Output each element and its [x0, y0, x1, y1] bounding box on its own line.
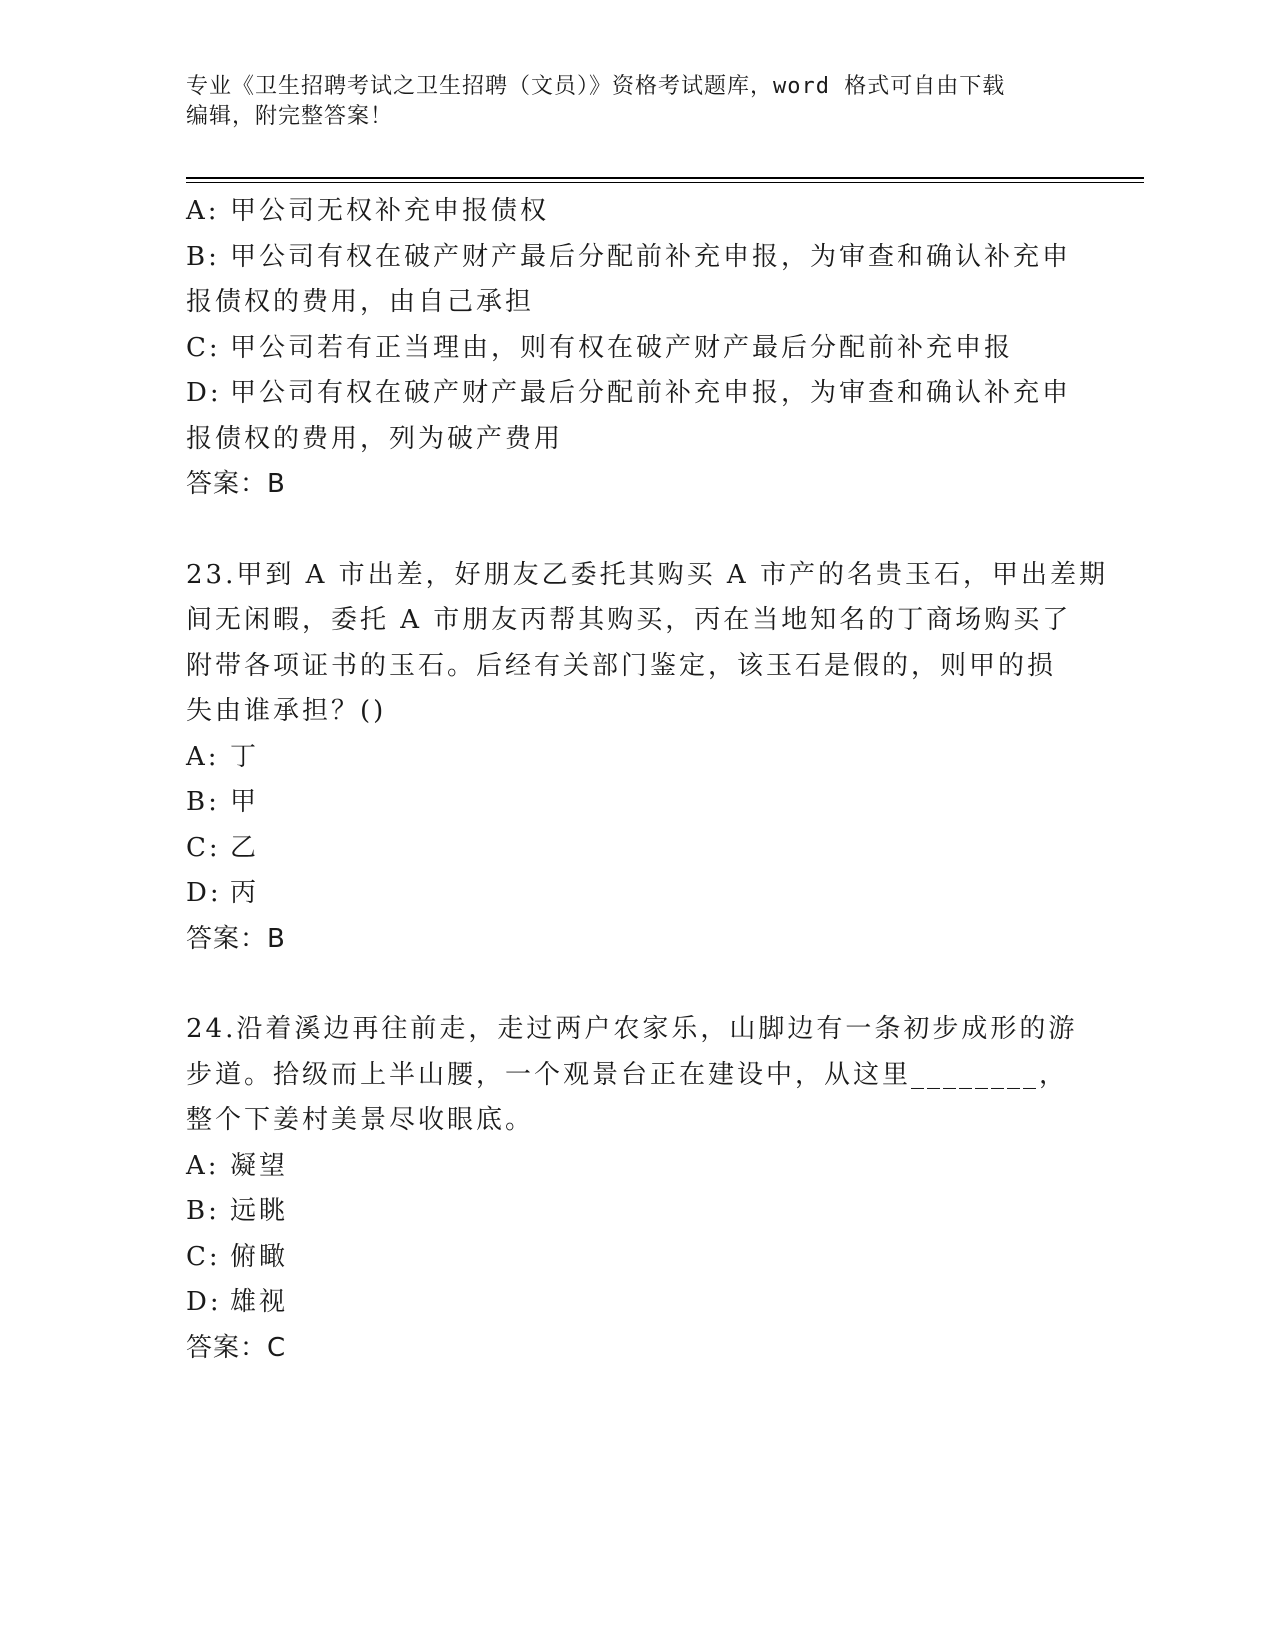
option-a	[186, 189, 1086, 235]
option-c	[186, 1235, 1086, 1281]
stem-line: 间无闲暇，委托 A 市朋友丙帮其购买，丙在当地知名的丁商场购买了	[186, 605, 1072, 635]
option-d	[186, 871, 1086, 917]
stem-line: 附带各项证书的玉石。后经有关部门鉴定，该玉石是假的，则甲的损	[186, 650, 1057, 681]
option-key: A:	[186, 196, 220, 226]
option-key: C:	[186, 1241, 221, 1272]
option-key: A:	[186, 1150, 220, 1181]
spacer	[186, 962, 1086, 1007]
option-text	[230, 1189, 288, 1235]
question-22	[186, 189, 1086, 508]
answer-line: 答案：B	[186, 923, 286, 954]
option-text-line: 丙	[230, 878, 260, 908]
option-text-line: 俯瞰	[230, 1241, 289, 1272]
stem-line: 步道。拾级而上半山腰，一个观景台正在建设中，从这里________，	[186, 1059, 1069, 1090]
option-key: B:	[186, 787, 220, 817]
option-d	[186, 1280, 1086, 1326]
stem-line: 23.甲到 A 市出差，好朋友乙委托其购买 A 市产的名贵玉石，甲出差期	[186, 559, 1108, 590]
option-key: C:	[186, 332, 221, 363]
option-b	[186, 235, 1086, 326]
option-a	[186, 735, 1086, 781]
question-stem	[186, 1007, 1086, 1144]
stem-line: 失由谁承担？()	[186, 696, 387, 726]
option-text	[230, 871, 259, 917]
option-text-line: 甲公司无权补充申报债权	[230, 196, 550, 226]
option-c	[186, 826, 1086, 872]
question-24	[186, 1007, 1086, 1371]
document-body	[186, 189, 1108, 1371]
question-stem	[186, 553, 1108, 735]
option-text	[230, 189, 549, 235]
option-text-line: 甲公司若有正当理由，则有权在破产财产最后分配前补充申报	[230, 332, 1014, 363]
option-text	[186, 371, 1072, 462]
option-text	[230, 326, 1013, 372]
option-key: B:	[186, 1196, 220, 1226]
header-divider-thick	[186, 177, 1144, 179]
option-text-line: 甲公司有权在破产财产最后分配前补充申报，为审查和确认补充申	[230, 378, 1072, 408]
option-key: B:	[186, 241, 220, 272]
option-a	[186, 1144, 1086, 1190]
spacer	[186, 508, 1086, 553]
stem-line: 24.沿着溪边再往前走，走过两户农家乐，山脚边有一条初步成形的游	[186, 1014, 1078, 1044]
option-text-line: 甲公司有权在破产财产最后分配前补充申报，为审查和确认补充申	[230, 241, 1072, 272]
option-key: C:	[186, 832, 221, 863]
option-b	[186, 1189, 1086, 1235]
document-header	[186, 72, 1086, 132]
option-key: D:	[186, 378, 222, 408]
option-text	[230, 1235, 288, 1281]
option-text-line: 报债权的费用，列为破产费用	[186, 423, 564, 454]
option-text-line: 甲	[230, 787, 260, 817]
option-text-line: 乙	[230, 832, 260, 863]
option-text	[230, 1144, 288, 1190]
answer-line: 答案：B	[186, 469, 286, 499]
question-23	[186, 553, 1108, 963]
option-c	[186, 326, 1086, 372]
option-text-line: 远眺	[230, 1196, 289, 1226]
option-text	[230, 1280, 288, 1326]
header-line-2: 编辑，附完整答案！	[186, 104, 394, 129]
option-key: D:	[186, 878, 222, 908]
option-text	[230, 735, 259, 781]
option-text-line: 雄视	[230, 1287, 289, 1317]
option-text	[230, 826, 259, 872]
option-d	[186, 371, 1086, 462]
stem-line: 整个下姜村美景尽收眼底。	[186, 1105, 535, 1135]
option-key: A:	[186, 741, 220, 772]
option-text-line: 丁	[230, 741, 260, 772]
option-text	[230, 780, 259, 826]
option-text	[186, 235, 1072, 326]
option-text-line: 凝望	[230, 1150, 289, 1181]
answer-line: 答案：C	[186, 1332, 287, 1363]
option-key: D:	[186, 1287, 222, 1317]
option-text-line: 报债权的费用，由自己承担	[186, 287, 535, 317]
header-line-1: 专业《卫生招聘考试之卫生招聘（文员）》资格考试题库，word 格式可自由下载	[186, 74, 1006, 99]
header-divider-thin	[186, 182, 1144, 183]
option-b	[186, 780, 1086, 826]
